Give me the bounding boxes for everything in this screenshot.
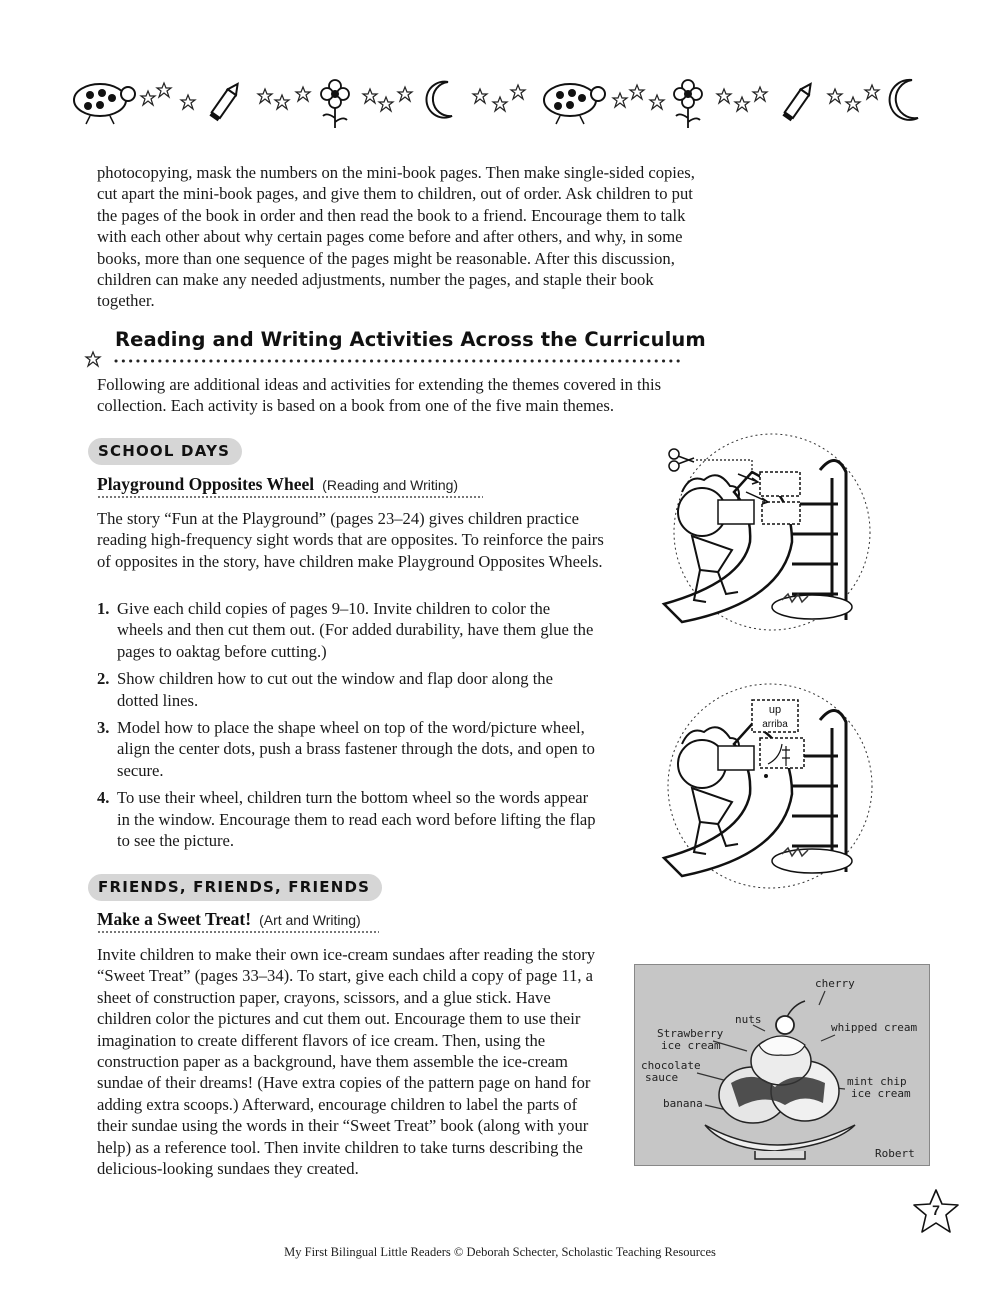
star-icon	[181, 95, 195, 109]
activity-title-playground	[97, 474, 458, 495]
step-number: 1.	[97, 599, 110, 618]
star-icon	[258, 89, 272, 103]
sweet-treat-paragraph	[97, 944, 607, 1179]
star-icon	[398, 87, 412, 101]
scissors-icon	[669, 449, 694, 471]
step-number: 3.	[97, 718, 110, 738]
step-text: Model how to place the shape wheel on top of the word/picture wheel, align the center dots, push a brass fastener through the dots, and open to secure.	[117, 718, 595, 780]
star-icon	[473, 89, 487, 103]
step-text: To use their wheel, children turn the bottom wheel so the words appear in the window. Encourage them to read each word before lifting the flap to see the picture.	[117, 788, 596, 851]
dotted-underline	[97, 931, 379, 933]
star-icon	[86, 352, 100, 366]
steps-list	[97, 598, 597, 857]
section-heading: Reading and Writing Activities Across the Curriculum	[115, 328, 706, 351]
label-mint-ice-cream: ice cream	[851, 1087, 911, 1100]
star-icon	[753, 87, 767, 101]
ladybug-icon	[544, 84, 605, 124]
label-banana: banana	[663, 1097, 703, 1110]
star-icon	[379, 97, 393, 111]
wheel-word-en: up	[768, 704, 782, 716]
wheel-word-es: arriba	[762, 719, 788, 730]
star-icon	[511, 85, 525, 99]
step-text: Show children how to cut out the window and flap door along the dotted lines.	[117, 669, 553, 710]
decorative-border	[60, 70, 940, 134]
star-icon	[717, 89, 731, 103]
step-number: 4.	[97, 788, 110, 808]
flower-icon	[321, 80, 349, 128]
activity-subtitle: (Reading and Writing)	[322, 477, 459, 493]
activity-title-sweet-treat	[97, 909, 361, 930]
footer-credit: My First Bilingual Little Readers © Deborah Schecter, Scholastic Teaching Resources	[284, 1245, 716, 1259]
step-item	[97, 598, 597, 662]
label-chocolate: chocolate	[641, 1059, 701, 1072]
moon-icon	[426, 82, 452, 118]
step-item	[97, 668, 597, 711]
star-icon	[493, 97, 507, 111]
opposites-wheel-cut-illustration	[642, 432, 892, 632]
intro-text: photocopying, mask the numbers on the mini-book pages. Then make single-sided copies, cut apart the mini-book pages, and give them to children, out of order. Ask children to put the pages of the book in order and then read the book to a friend. Encourage them to talk with each other about why certain pages come before and after others, and why, in some books, more than one sequence of the pages might be reasonable. After this discussion, children can make any needed adjustments, number the pages, and staple their book together.	[97, 163, 695, 311]
dotted-underline	[97, 496, 483, 498]
star-icon	[650, 95, 664, 109]
step-item	[97, 787, 597, 851]
ladybug-icon	[74, 84, 135, 124]
activity-name: Playground Opposites Wheel	[97, 474, 315, 494]
label-sauce: sauce	[645, 1071, 679, 1084]
label-strawberry: Strawberry	[657, 1027, 724, 1040]
star-icon	[141, 91, 155, 105]
flower-icon	[674, 80, 702, 128]
label-strawberry-2: ice cream	[661, 1039, 721, 1052]
heading-dotted-rule	[84, 350, 684, 370]
star-icon	[275, 95, 289, 109]
star-icon	[828, 89, 842, 103]
playground-intro	[97, 508, 607, 572]
playground-intro-text: The story “Fun at the Playground” (pages 23–24) gives children practice reading high-frequency sight words that are opposites. To reinforce the pairs of opposites in the story, have children make Playground Opposites Wheels.	[97, 509, 604, 571]
label-artist: Robert	[875, 1147, 915, 1160]
star-icon	[735, 97, 749, 111]
star-icon	[865, 85, 879, 99]
sweet-treat-text: Invite children to make their own ice-cream sundaes after reading the story “Sweet Treat” (pages 33–34). To start, give each child a copy of page 11, a sheet of construction paper, crayons, scissors, and a glue stick. Have children color the pictures and cut them out. Encourage them to use their imagination to create different flavors of ice cream. Then, using the construction paper as a background, have them assemble the ice-cream sundae of their dreams! (Have extra copies of the pattern page on hand for adding extra scoops.) Afterward, encourage children to label the parts of their sundae using the words in their “Sweet Treat” book (along with your help) as a reference tool. Then invite children to take turns describing the delicious-looking sundaes they created.	[97, 945, 596, 1179]
theme-label-school-days: SCHOOL DAYS	[88, 438, 242, 465]
activity-name: Make a Sweet Treat!	[97, 909, 252, 929]
label-mint-chip: mint chip	[847, 1075, 907, 1088]
activity-subtitle: (Art and Writing)	[259, 912, 361, 928]
pencil-icon	[209, 81, 241, 121]
star-icon	[846, 97, 860, 111]
step-number: 2.	[97, 669, 110, 689]
sundae-photo	[634, 964, 930, 1166]
star-icon	[296, 87, 310, 101]
step-item	[97, 717, 597, 781]
theme-label-friends: FRIENDS, FRIENDS, FRIENDS	[88, 874, 382, 901]
section-intro	[97, 374, 707, 417]
pencil-icon	[782, 81, 814, 121]
step-text: Give each child copies of pages 9–10. Invite children to color the wheels and then cut them out. (For added durability, have them glue the pages to oaktag before cutting.)	[117, 599, 594, 661]
star-icon	[613, 93, 627, 107]
label-cherry: cherry	[815, 977, 855, 990]
opposites-wheel-assembled-illustration	[642, 676, 892, 890]
star-icon	[363, 89, 377, 103]
moon-icon	[890, 80, 918, 120]
label-nuts: nuts	[735, 1013, 762, 1026]
section-intro-text: Following are additional ideas and activities for extending the themes covered in this collection. Each activity is based on a book from one of the five main themes.	[97, 375, 662, 416]
intro-paragraph	[97, 162, 697, 312]
label-whipped-cream: whipped cream	[831, 1021, 918, 1034]
page-number: 7	[932, 1202, 940, 1218]
star-icon	[157, 83, 171, 97]
sundae-drawing	[635, 965, 929, 1165]
star-icon	[630, 85, 644, 99]
